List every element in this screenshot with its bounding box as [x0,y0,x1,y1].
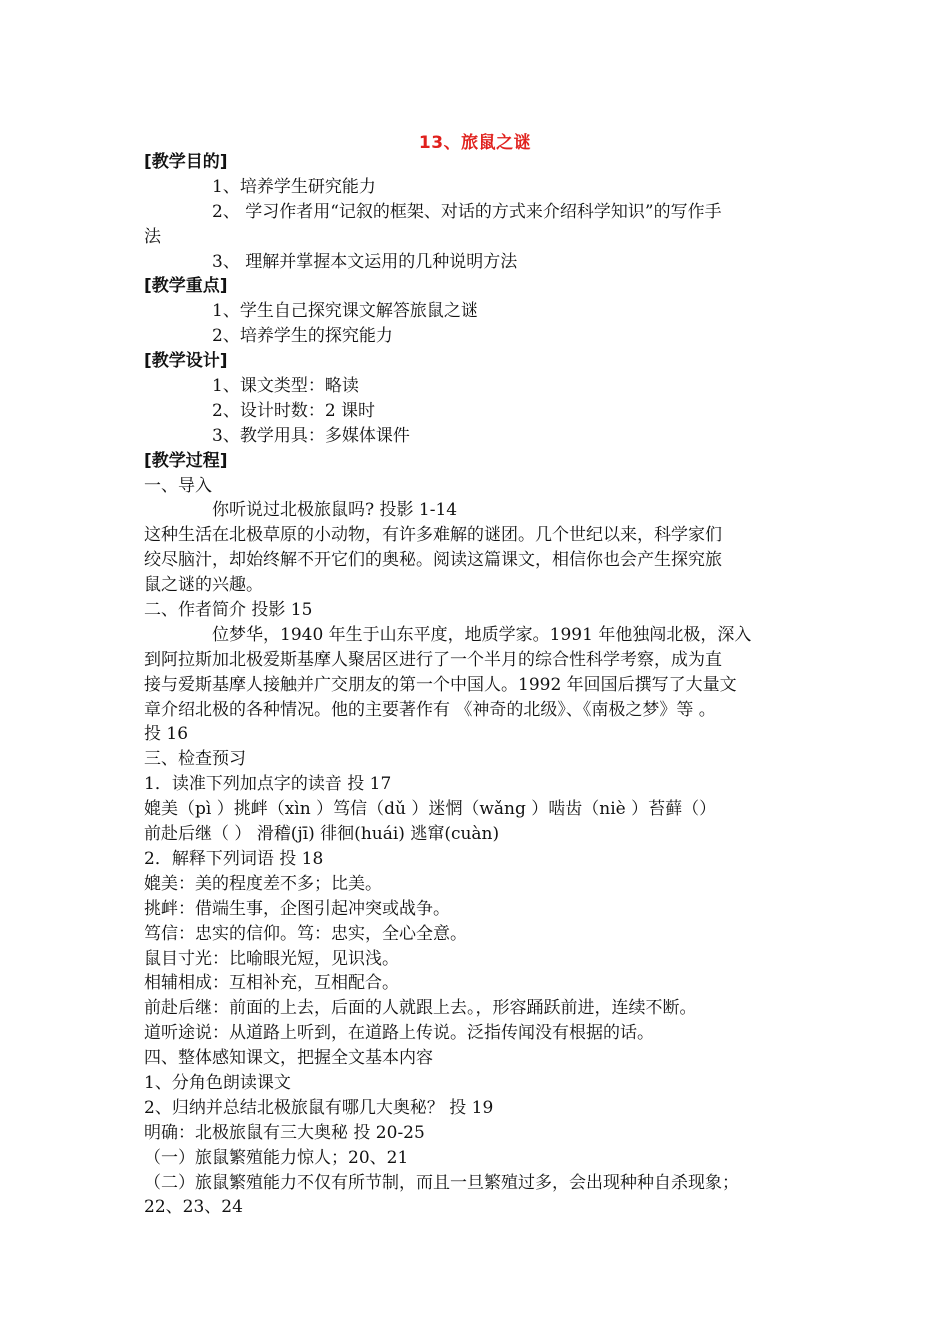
objective-item: 3、 理解并掌握本文运用的几种说明方法 [212,251,518,272]
paragraph-line: 位梦华，1940 年生于山东平度，地质学家。1991 年他独闯北极，深入 [212,624,752,645]
objective-item: 2、 学习作者用“记叙的框架、对话的方式来介绍科学知识”的写作手 [212,201,722,222]
process-step-heading: 一、导入 [144,475,212,496]
paragraph-line: 2、归纳并总结北极旅鼠有哪几大奥秘？ 投 19 [144,1097,494,1118]
focus-item: 2、培养学生的探究能力 [212,326,393,347]
paragraph-line: 22、23、24 [144,1197,243,1218]
design-item: 3、教学用具：多媒体课件 [212,425,410,446]
definition-line: 相辅相成：互相补充，互相配合。 [144,973,399,994]
paragraph-line: 媲美（pì ）挑衅（xìn ）笃信（dǔ ）迷惘（wǎng ）啮齿（niè ）苔藓（） [144,799,717,820]
paragraph-line: 章介绍北极的各种情况。他的主要著作有 《神奇的北级》、《南极之梦》等 。 [144,699,716,720]
paragraph-line: 明确：北极旅鼠有三大奥秘 投 20-25 [144,1122,425,1143]
paragraph-line: 投 16 [144,724,189,745]
definition-line: 挑衅：借端生事，企图引起冲突或战争。 [144,898,450,919]
section-heading-focus: [教学重点] [144,276,228,297]
paragraph-line: （一）旅鼠繁殖能力惊人；20、21 [144,1147,409,1168]
definition-line: 鼠目寸光：比喻眼光短，见识浅。 [144,948,399,969]
document-title: 13、旅鼠之谜 [418,133,532,153]
paragraph-line: 到阿拉斯加北极爱斯基摩人聚居区进行了一个半月的综合性科学考察，成为直 [144,649,722,670]
design-item: 2、设计时数：2 课时 [212,400,376,421]
definition-line: 媲美：美的程度差不多；比美。 [144,873,382,894]
section-heading-process: [教学过程] [144,450,228,471]
section-heading-design: [教学设计] [144,351,228,372]
definition-line: 笃信：忠实的信仰。笃：忠实，全心全意。 [144,923,467,944]
paragraph-line: 1、分角色朗读课文 [144,1072,291,1093]
paragraph-line: 前赴后继（ ） 滑稽(jī) 徘徊(huái) 逃窜(cuàn) [144,824,500,845]
process-step-heading: 三、检查预习 [144,749,246,770]
paragraph-line: 绞尽脑汁，却始终解不开它们的奥秘。阅读这篇课文，相信你也会产生探究旅 [144,550,722,571]
paragraph-line: 鼠之谜的兴趣。 [144,575,263,596]
process-step-heading: 二、作者简介 投影 15 [144,600,313,621]
definition-line: 道听途说：从道路上听到，在道路上传说。泛指传闻没有根据的话。 [144,1023,654,1044]
section-heading-objectives: [教学目的] [144,152,228,172]
process-step-heading: 四、整体感知课文，把握全文基本内容 [144,1048,433,1069]
document-body [144,150,810,1220]
paragraph-line: （二）旅鼠繁殖能力不仅有所节制，而且一旦繁殖过多，会出现种种自杀现象； [144,1172,739,1193]
objective-item: 1、培养学生研究能力 [212,176,376,197]
paragraph-line: 1．读准下列加点字的读音 投 17 [144,774,392,795]
paragraph-line: 接与爱斯基摩人接触并广交朋友的第一个中国人。1992 年回国后撰写了大量文 [144,674,737,695]
paragraph-line: 这种生活在北极草原的小动物，有许多难解的谜团。几个世纪以来，科学家们 [144,525,722,546]
focus-item: 1、学生自己探究课文解答旅鼠之谜 [212,301,478,322]
paragraph-line: 2．解释下列词语 投 18 [144,848,324,869]
objective-item-continued: 法 [144,226,161,247]
design-item: 1、课文类型：略读 [212,376,359,397]
definition-line: 前赴后继：前面的上去，后面的人就跟上去。，形容踊跃前进，连续不断。 [144,998,697,1019]
paragraph-line: 你听说过北极旅鼠吗? 投影 1-14 [212,500,458,521]
